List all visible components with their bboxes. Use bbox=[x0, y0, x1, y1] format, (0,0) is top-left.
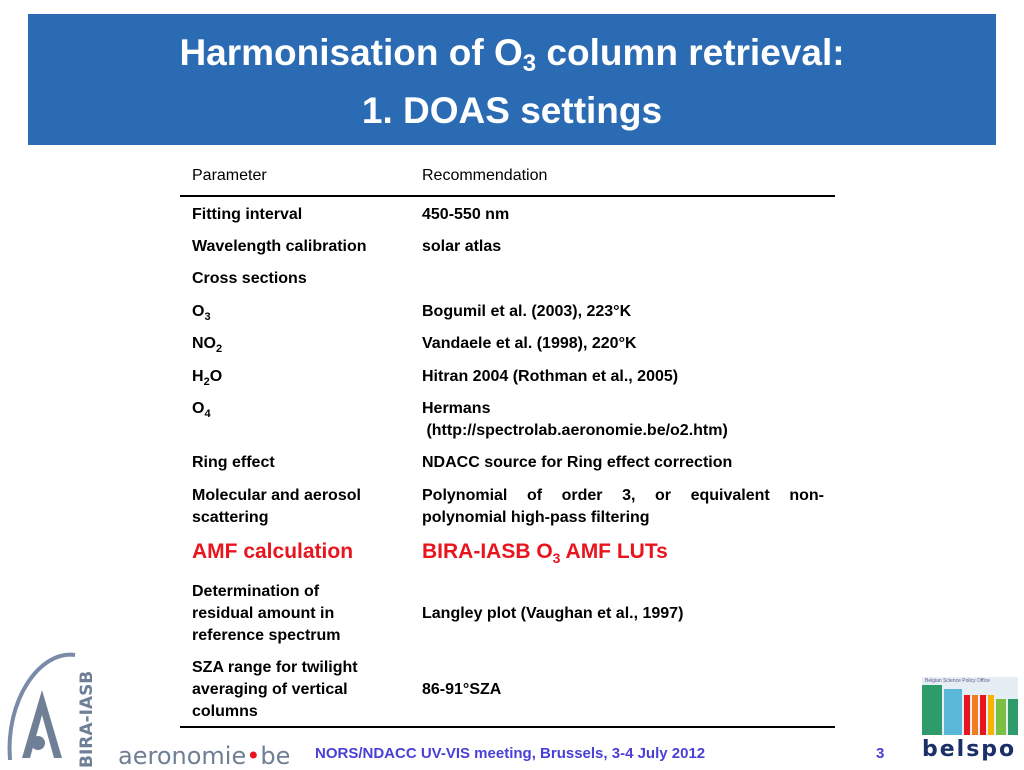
belspo-subtitle: Belgian Science Policy Office bbox=[925, 678, 990, 684]
slide-title-line2: 1. DOAS settings bbox=[361, 90, 663, 131]
header-recommendation: Recommendation bbox=[422, 167, 548, 184]
header-parameter: Parameter bbox=[192, 167, 267, 184]
slide-title-line1: Harmonisation of $O_3$ column retrieval: bbox=[179, 32, 845, 77]
page-number: 3 bbox=[876, 745, 885, 762]
rec-justified-line: Polynomial of order 3, or equivalent non- bbox=[422, 487, 824, 504]
bira-iasb-text: BIRA-IASB bbox=[77, 670, 97, 768]
table-header-rule bbox=[180, 195, 835, 197]
title-band bbox=[28, 14, 996, 145]
footer-text: NORS/NDACC UV-VIS meeting, Brussels, 3-4 July 2012 bbox=[315, 745, 706, 762]
belspo-wordmark: belspo bbox=[922, 737, 1017, 762]
aeronomie-logo-text: aeronomie•be bbox=[118, 742, 291, 770]
